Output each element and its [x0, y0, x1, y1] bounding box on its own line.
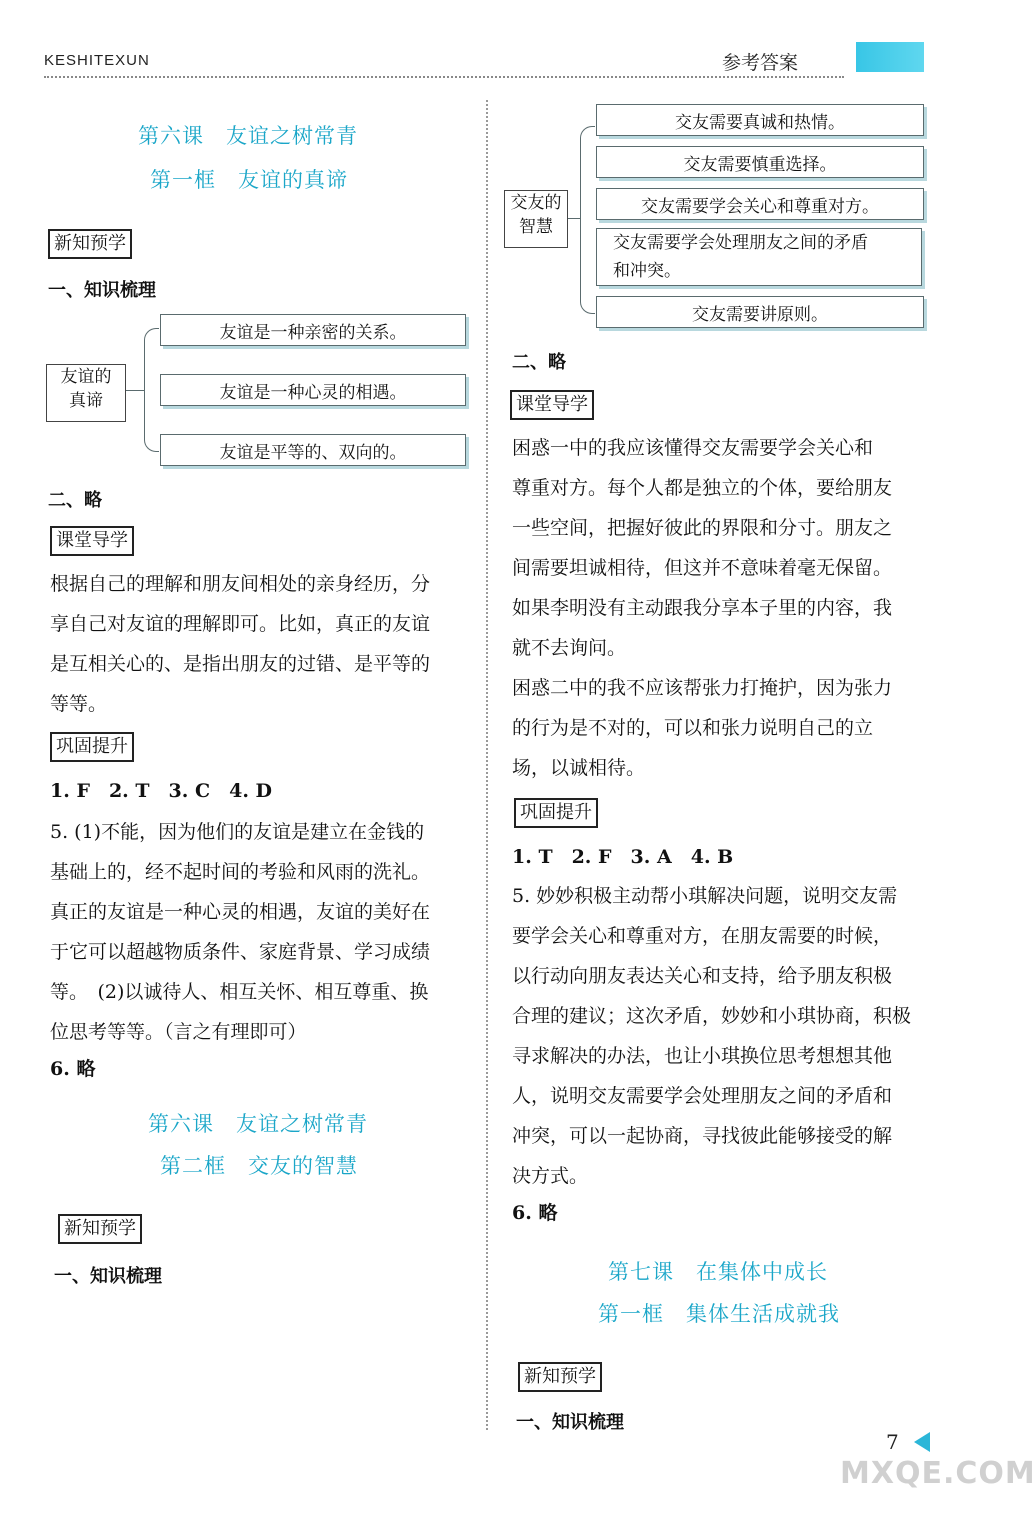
- section-label-consolidate: 巩固提升: [514, 798, 598, 828]
- mindmap-item: 交友需要真诚和热情。: [596, 104, 924, 136]
- subheading-knowledge: 一、知识梳理: [54, 1266, 162, 1287]
- mindmap-center-line: 友谊的: [60, 367, 112, 387]
- question6-answer: 6. 略: [512, 1202, 558, 1224]
- mindmap-item: 交友需要学会处理朋友之间的矛盾 和冲突。: [596, 228, 922, 286]
- text-line: 等。 (2)以诚待人、相互关怀、相互尊重、换: [50, 981, 429, 1003]
- text-line: 困惑二中的我不应该帮张力打掩护，因为张力: [512, 677, 893, 699]
- text-line: 5. 妙妙积极主动帮小琪解决问题，说明交友需: [512, 885, 898, 907]
- mindmap-item: 友谊是一种心灵的相遇。: [160, 374, 466, 406]
- text-line: 真正的友谊是一种心灵的相遇，友谊的美好在: [50, 901, 431, 923]
- lesson-title: 第七课 在集体中成长: [608, 1260, 828, 1284]
- question5-answer: [50, 812, 480, 1052]
- text-line: 要学会关心和尊重对方，在朋友需要的时候，: [512, 925, 893, 947]
- text-line: 于它可以超越物质条件、家庭背景、学习成绩: [50, 941, 431, 963]
- text-line: 根据自己的理解和朋友间相处的亲身经历，分: [50, 573, 431, 595]
- brand-text: KESHITEXUN: [44, 52, 150, 69]
- question5-answer: [512, 876, 952, 1196]
- text-line: 合理的建议；这次矛盾，妙妙和小琪协商，积极: [512, 1005, 912, 1027]
- section-label-class: 课堂导学: [510, 390, 594, 420]
- header-tab-decoration: [856, 42, 924, 72]
- section-label-new: 新知预学: [48, 229, 132, 259]
- section-label-class: 课堂导学: [50, 526, 134, 556]
- text-line: 的行为是不对的，可以和张力说明自己的立: [512, 717, 874, 739]
- section-label-new: 新知预学: [518, 1362, 602, 1392]
- header-title: 参考答案: [722, 52, 799, 74]
- text-line: 是互相关心的、是指出朋友的过错、是平等的: [50, 653, 431, 675]
- text-line: 以行动向朋友表达关心和支持，给予朋友积极: [512, 965, 893, 987]
- page-arrow-icon: [914, 1432, 930, 1452]
- mindmap-center-box: [504, 190, 568, 248]
- lesson-title: 第六课 友谊之树常青: [148, 1112, 368, 1136]
- text-line: 享自己对友谊的理解即可。比如，真正的友谊: [50, 613, 431, 635]
- subheading-knowledge: 一、知识梳理: [516, 1412, 624, 1433]
- text-line: 等等。: [50, 693, 108, 715]
- mindmap-center-line: 交友的: [510, 193, 562, 213]
- text-line: 一些空间，把握好彼此的界限和分寸。朋友之: [512, 517, 893, 539]
- mindmap-center-box: [46, 364, 126, 422]
- text-line: 尊重对方。每个人都是独立的个体，要给朋友: [512, 477, 893, 499]
- section-label-consolidate: 巩固提升: [50, 732, 134, 762]
- text-line: 间需要坦诚相待，但这并不意味着毫无保留。: [512, 557, 893, 579]
- mindmap-connector: [568, 218, 580, 219]
- text-line: 人，说明交友需要学会处理朋友之间的矛盾和: [512, 1085, 893, 1107]
- text-line: 5. (1)不能，因为他们的友谊是建立在金钱的: [50, 821, 425, 843]
- mindmap-item: 友谊是平等的、双向的。: [160, 434, 466, 466]
- header-divider: [44, 76, 844, 78]
- text-line: 基础上的，经不起时间的考验和风雨的洗礼。: [50, 861, 431, 883]
- text-line: 冲突，可以一起协商，寻找彼此能够接受的解: [512, 1125, 893, 1147]
- text-line: 困惑一中的我应该懂得交友需要学会关心和: [512, 437, 874, 459]
- mindmap-center-line: 智慧: [519, 217, 553, 237]
- frame-title: 第二框 交友的智慧: [160, 1154, 358, 1178]
- section-label-new: 新知预学: [58, 1214, 142, 1244]
- lesson-title: 第六课 友谊之树常青: [138, 124, 358, 148]
- mindmap-item: 交友需要讲原则。: [596, 296, 924, 328]
- mindmap-center-line: 真谛: [69, 391, 103, 411]
- mindmap-bracket: [144, 328, 159, 452]
- answers-line: 1. T 2. F 3. A 4. B: [512, 846, 734, 868]
- watermark: MXQE.COM: [840, 1456, 1036, 1491]
- column-divider: [486, 100, 488, 1430]
- mindmap-bracket: [580, 126, 595, 314]
- text-line: 就不去询问。: [512, 637, 627, 659]
- frame-title: 第一框 友谊的真谛: [150, 168, 348, 192]
- frame-title: 第一框 集体生活成就我: [598, 1302, 840, 1326]
- text-line: 场，以诚相待。: [512, 757, 646, 779]
- question6-answer: 6. 略: [50, 1058, 96, 1080]
- mindmap-item: 交友需要慎重选择。: [596, 146, 924, 178]
- text-line: 寻求解决的办法，也让小琪换位思考想想其他: [512, 1045, 893, 1067]
- subheading-two: 二、略: [48, 490, 102, 511]
- class-answer-paragraph: [50, 564, 480, 724]
- mindmap-item: 交友需要学会关心和尊重对方。: [596, 188, 924, 220]
- text-line: 决方式。: [512, 1165, 589, 1187]
- class-answer-paragraph: [512, 428, 942, 788]
- text-line: 位思考等等。（言之有理即可）: [50, 1021, 307, 1043]
- page-number: 7: [886, 1430, 899, 1454]
- subheading-knowledge: 一、知识梳理: [48, 280, 156, 301]
- answers-line: 1. F 2. T 3. C 4. D: [50, 780, 273, 802]
- mindmap-item: 友谊是一种亲密的关系。: [160, 314, 466, 346]
- mindmap-connector: [126, 390, 144, 391]
- text-line: 如果李明没有主动跟我分享本子里的内容，我: [512, 597, 893, 619]
- subheading-two: 二、略: [512, 352, 566, 373]
